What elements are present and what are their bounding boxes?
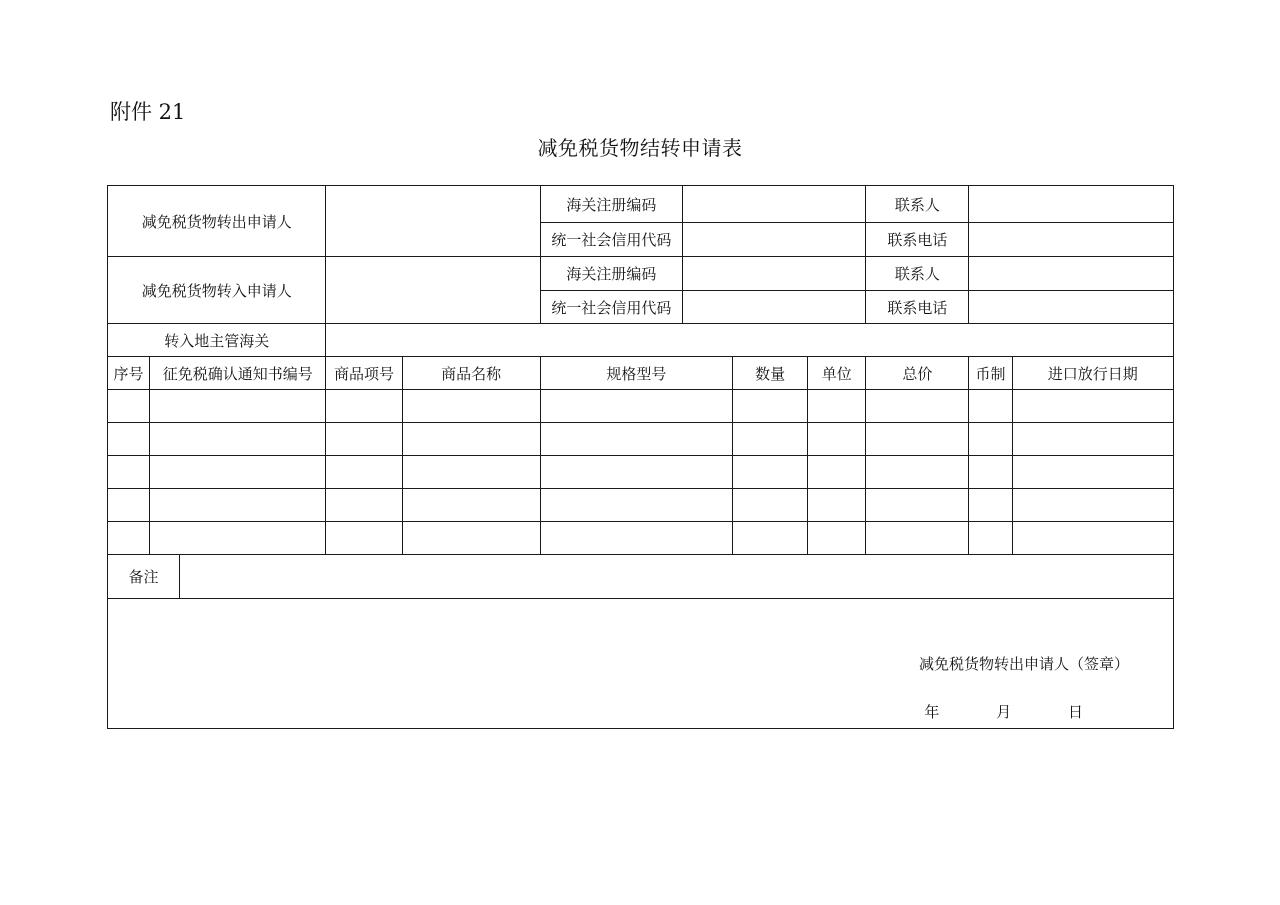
table-cell[interactable] <box>1012 489 1173 522</box>
column-header: 单位 <box>808 357 866 390</box>
transfer-in-phone-label: 联系电话 <box>866 291 969 324</box>
table-cell[interactable] <box>108 522 150 555</box>
table-cell[interactable] <box>969 390 1012 423</box>
table-cell[interactable] <box>733 522 808 555</box>
transfer-out-phone-field[interactable] <box>969 223 1174 257</box>
table-cell[interactable] <box>150 390 326 423</box>
table-cell[interactable] <box>808 390 866 423</box>
signature-area[interactable] <box>108 599 1174 729</box>
table-row <box>108 489 1174 522</box>
table-cell[interactable] <box>150 489 326 522</box>
remark-label: 备注 <box>108 555 180 599</box>
table-cell[interactable] <box>866 456 969 489</box>
table-cell[interactable] <box>808 456 866 489</box>
table-cell[interactable] <box>733 456 808 489</box>
transfer-in-customs-code-field[interactable] <box>683 257 866 291</box>
table-cell[interactable] <box>808 423 866 456</box>
table-cell[interactable] <box>108 489 150 522</box>
date-day-label: 日 <box>1067 703 1083 721</box>
table-cell[interactable] <box>808 489 866 522</box>
table-cell[interactable] <box>326 522 402 555</box>
signature-label: 减免税货物转出申请人（签章） <box>918 655 1129 673</box>
transfer-in-credit-code-label: 统一社会信用代码 <box>540 291 682 324</box>
table-cell[interactable] <box>969 522 1012 555</box>
table-cell[interactable] <box>1012 423 1173 456</box>
transfer-in-applicant-field[interactable] <box>326 257 540 324</box>
transfer-in-applicant-label: 减免税货物转入申请人 <box>108 257 326 324</box>
table-cell[interactable] <box>150 423 326 456</box>
table-cell[interactable] <box>402 423 540 456</box>
transfer-application-form <box>107 185 1174 729</box>
transfer-out-phone-label: 联系电话 <box>866 223 969 257</box>
table-row <box>108 423 1174 456</box>
table-cell[interactable] <box>1012 522 1173 555</box>
transfer-out-credit-code-label: 统一社会信用代码 <box>540 223 682 257</box>
destination-customs-label: 转入地主管海关 <box>108 324 326 357</box>
transfer-out-applicant-label: 减免税货物转出申请人 <box>108 186 326 257</box>
table-cell[interactable] <box>540 489 732 522</box>
table-cell[interactable] <box>540 390 732 423</box>
column-header: 商品名称 <box>402 357 540 390</box>
table-cell[interactable] <box>326 456 402 489</box>
column-header: 币制 <box>969 357 1012 390</box>
table-cell[interactable] <box>540 456 732 489</box>
table-cell[interactable] <box>402 390 540 423</box>
table-cell[interactable] <box>733 423 808 456</box>
table-cell[interactable] <box>108 456 150 489</box>
column-header: 进口放行日期 <box>1012 357 1173 390</box>
table-cell[interactable] <box>540 522 732 555</box>
table-cell[interactable] <box>326 489 402 522</box>
table-cell[interactable] <box>969 456 1012 489</box>
transfer-out-contact-label: 联系人 <box>866 186 969 223</box>
table-cell[interactable] <box>733 390 808 423</box>
date-year-label: 年 <box>924 703 940 721</box>
table-cell[interactable] <box>733 489 808 522</box>
transfer-out-credit-code-field[interactable] <box>683 223 866 257</box>
table-cell[interactable] <box>866 423 969 456</box>
table-cell[interactable] <box>326 423 402 456</box>
column-header: 征免税确认通知书编号 <box>150 357 326 390</box>
signature-date <box>924 701 1083 722</box>
table-cell[interactable] <box>866 522 969 555</box>
table-cell[interactable] <box>150 522 326 555</box>
transfer-in-contact-label: 联系人 <box>866 257 969 291</box>
table-cell[interactable] <box>402 456 540 489</box>
column-header: 数量 <box>733 357 808 390</box>
remark-field[interactable] <box>180 555 1174 599</box>
column-header: 序号 <box>108 357 150 390</box>
table-row <box>108 522 1174 555</box>
column-header: 总价 <box>866 357 969 390</box>
transfer-out-customs-code-field[interactable] <box>683 186 866 223</box>
table-cell[interactable] <box>969 489 1012 522</box>
table-cell[interactable] <box>1012 390 1173 423</box>
transfer-in-credit-code-field[interactable] <box>683 291 866 324</box>
column-header: 规格型号 <box>540 357 732 390</box>
table-cell[interactable] <box>969 423 1012 456</box>
table-row <box>108 390 1174 423</box>
table-cell[interactable] <box>326 390 402 423</box>
date-month-label: 月 <box>996 703 1012 721</box>
table-cell[interactable] <box>150 456 326 489</box>
destination-customs-field[interactable] <box>326 324 1174 357</box>
table-cell[interactable] <box>108 390 150 423</box>
transfer-out-contact-field[interactable] <box>969 186 1174 223</box>
column-header: 商品项号 <box>326 357 402 390</box>
transfer-in-phone-field[interactable] <box>969 291 1174 324</box>
transfer-in-customs-code-label: 海关注册编码 <box>540 257 682 291</box>
table-cell[interactable] <box>540 423 732 456</box>
document-title: 减免税货物结转申请表 <box>537 136 743 160</box>
table-cell[interactable] <box>402 489 540 522</box>
attachment-number: 附件 21 <box>110 100 186 124</box>
table-cell[interactable] <box>402 522 540 555</box>
table-cell[interactable] <box>866 489 969 522</box>
table-cell[interactable] <box>1012 456 1173 489</box>
table-row <box>108 456 1174 489</box>
table-cell[interactable] <box>808 522 866 555</box>
transfer-out-customs-code-label: 海关注册编码 <box>540 186 682 223</box>
transfer-in-contact-field[interactable] <box>969 257 1174 291</box>
goods-table-header <box>108 357 1174 390</box>
table-cell[interactable] <box>866 390 969 423</box>
table-cell[interactable] <box>108 423 150 456</box>
transfer-out-applicant-field[interactable] <box>326 186 540 257</box>
